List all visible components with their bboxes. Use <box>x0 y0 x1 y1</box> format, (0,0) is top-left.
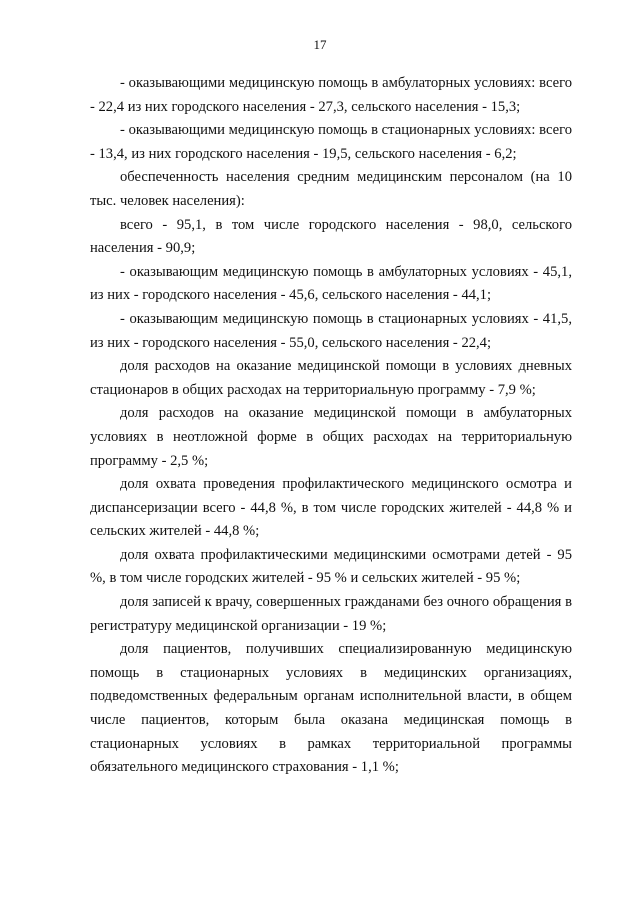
paragraph: доля расходов на оказание медицинской помощи в условиях дневных стационаров в общих расходах на территориальную программу - 7,9 %; <box>90 358 572 398</box>
paragraph: доля пациентов, получивших специализированную медицинскую помощь в стационарных условиях в медицинских организациях, подведомственных федеральным органам исполнительной власти, в общем числе пациентов, которым была оказана медицинская помощь в стационарных условиях в рамках территориальной программы обязательного медицинского страхования - 1,1 %; <box>90 641 572 776</box>
page-number: 17 <box>313 37 327 52</box>
paragraph: доля расходов на оказание медицинской помощи в амбулаторных условиях в неотложной форме в общих расходах на территориальную программу - 2,5 %; <box>90 405 572 469</box>
paragraph: доля охвата проведения профилактического медицинского осмотра и диспансеризации всего - 44,8 %, в том числе городских жителей - 44,8 % и сельских жителей - 44,8 %; <box>90 476 572 540</box>
paragraph: - оказывающими медицинскую помощь в стационарных условиях: всего - 13,4, из них городского населения - 19,5, сельского населения - 6,2; <box>90 122 572 162</box>
paragraph: - оказывающим медицинскую помощь в стационарных условиях - 41,5, из них - городского населения - 55,0, сельского населения - 22,4; <box>90 310 572 351</box>
paragraph: доля записей к врачу, совершенных гражданами без очного обращения в регистратуру медицинской организации - 19 %; <box>90 594 572 634</box>
paragraph: всего - 95,1, в том числе городского населения - 98,0, сельского населения - 90,9; <box>90 216 572 257</box>
body-text <box>90 72 572 780</box>
paragraph: обеспеченность населения средним медицинским персоналом (на 10 тыс. человек населения): <box>90 169 572 209</box>
paragraph: - оказывающим медицинскую помощь в амбулаторных условиях - 45,1, из них - городского населения - 45,6, сельского населения - 44,1; <box>90 263 572 304</box>
paragraph: доля охвата профилактическими медицинскими осмотрами детей - 95 %, в том числе городских жителей - 95 % и сельских жителей - 95 %; <box>90 546 572 587</box>
paragraph: - оказывающими медицинскую помощь в амбулаторных условиях: всего - 22,4 из них городского населения - 27,3, сельского населения - 15,3; <box>90 75 572 115</box>
